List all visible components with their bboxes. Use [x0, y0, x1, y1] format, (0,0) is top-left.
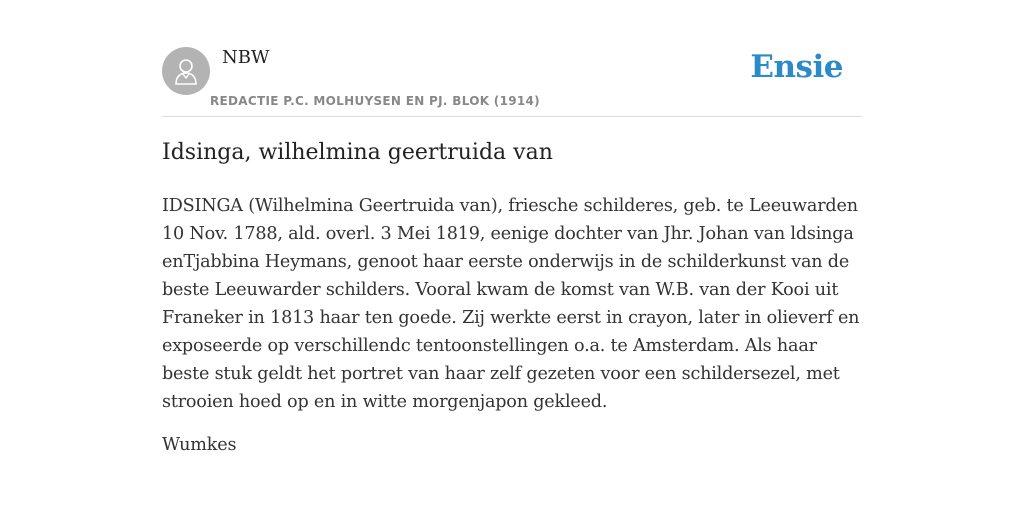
ensie-logo[interactable]: Ensie	[750, 49, 843, 85]
article-signature: Wumkes	[162, 435, 237, 455]
author-avatar[interactable]	[162, 47, 210, 95]
source-label[interactable]: REDACTIE P.C. MOLHUYSEN EN PJ. BLOK (1914)	[210, 94, 540, 108]
user-avatar-icon	[173, 57, 199, 85]
author-name[interactable]: NBW	[222, 47, 270, 68]
article-title: Idsinga, wilhelmina geertruida van	[162, 140, 553, 165]
page-container	[162, 0, 862, 512]
article-header	[162, 0, 862, 117]
article-body: IDSINGA (Wilhelmina Geertruida van), friesche schilderes, geb. te Leeuwarden 10 Nov. 1788, ald. overl. 3 Mei 1819, eenige dochter van Jhr. Johan van ldsinga enTjabbina Heymans, genoot haar eerste onderwijs in de schilderkunst van de beste Leeuwarder schilders. Vooral kwam de komst van W.B. van der Kooi uit Franeker in 1813 haar ten goede. Zij werkte eerst in crayon, later in olieverf en exposeerde op verschillendc tentoonstellingen o.a. te Amsterdam. Als haar beste stuk geldt het portret van haar zelf gezeten voor een schildersezel, met strooien hoed op en in witte morgenjapon gekleed.	[162, 196, 860, 412]
